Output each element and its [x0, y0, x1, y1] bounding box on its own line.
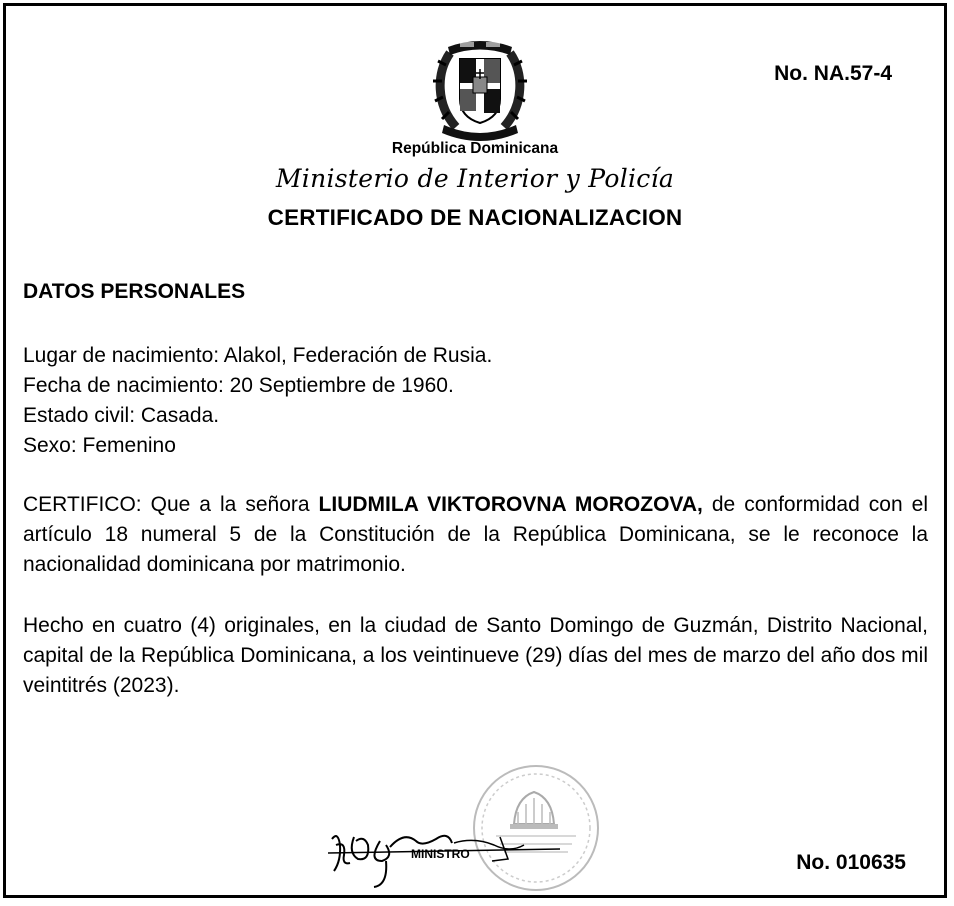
ministry-name: Ministerio de Interior y Policía: [275, 164, 675, 193]
certificate-frame: [3, 3, 947, 898]
serial-number: No. 010635: [796, 851, 906, 874]
issuance-paragraph: Hecho en cuatro (4) originales, en la ciudad de Santo Domingo de Guzmán, Distrito Nacional, capital de la República Dominicana, a los veintinueve (29) días del mes de marzo del año dos mil veintitrés (2023).: [23, 614, 928, 697]
civil-status-line: Estado civil: Casada.: [23, 404, 220, 427]
certificate-title: CERTIFICADO DE NACIONALIZACION: [267, 205, 683, 230]
certification-text: de conformidad con el artículo 18 numeral 5 de la Constitución de la República Dominicana, se le reconoce la nacionalidad dominicana por matrimonio.: [23, 493, 928, 576]
birthplace-line: Lugar de nacimiento: Alakol, Federación de Rusia.: [23, 344, 493, 367]
certified-person-name: LIUDMILA VIKTOROVNA MOROZOVA,: [318, 493, 703, 516]
republic-name: República Dominicana: [391, 140, 559, 157]
coat-of-arms-icon: [430, 33, 530, 143]
sex-line: Sexo: Femenino: [23, 434, 176, 457]
certification-paragraph: [23, 490, 928, 580]
section-title-personal-data: DATOS PERSONALES: [23, 280, 246, 303]
signature-icon: [324, 801, 564, 891]
personal-data-list: [23, 341, 492, 461]
birthdate-line: Fecha de nacimiento: 20 Septiembre de 1960.: [23, 374, 454, 397]
signatory-title: MINISTRO: [411, 847, 470, 861]
document-number: No. NA.57-4: [774, 62, 892, 85]
certification-intro: CERTIFICO: Que a la señora: [23, 493, 319, 516]
